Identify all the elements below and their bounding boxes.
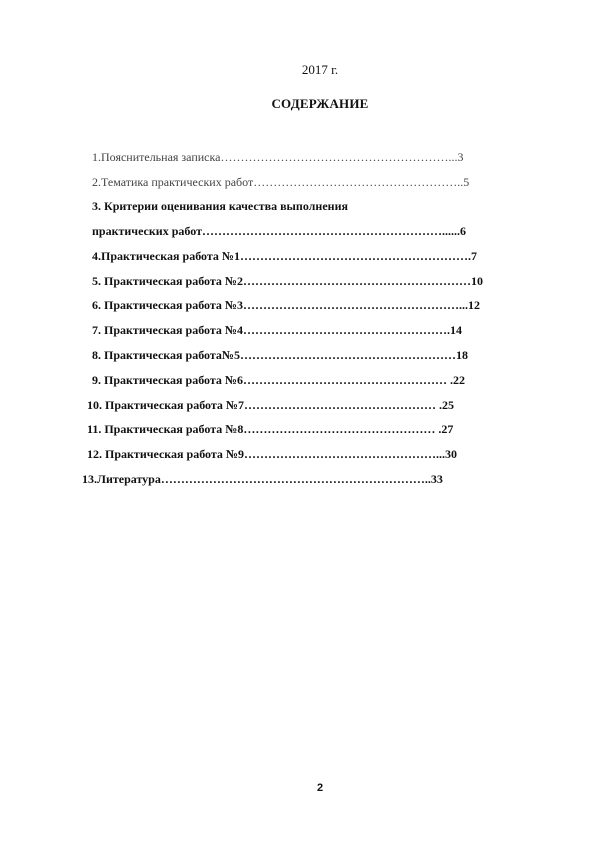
toc-entry: 13.Литература…………………………………………………………..33: [82, 472, 443, 486]
toc-entry: 11. Практическая работа №8………………………………………… .27: [87, 422, 454, 436]
document-year: 2017 г.: [301, 62, 339, 77]
toc-entry: 4.Практическая работа №1………………………………………………….7: [92, 249, 477, 263]
toc-entry: 5. Практическая работа №2…………………………………………………10: [92, 274, 483, 288]
toc-heading: СОДЕРЖАНИЕ: [271, 96, 369, 111]
toc-entry: 9. Практическая работа №6…………………………………………… .22: [92, 373, 465, 387]
toc-entry: 10. Практическая работа №7………………………………………… .25: [87, 398, 454, 412]
toc-entry: 2.Тематика практических работ……………………………………………..5: [92, 175, 470, 189]
toc-entry: 7. Практическая работа №4…………………………………………….14: [92, 323, 462, 337]
toc-entry: 8. Практическая работа№5………………………………………………18: [92, 348, 468, 362]
toc-entry: 3. Критерии оценивания качества выполнения: [92, 199, 348, 213]
page-number: 2: [316, 782, 324, 794]
toc-entry: 6. Практическая работа №3………………………………………………...12: [92, 298, 480, 312]
toc-entry: 12. Практическая работа №9…………………………………………...30: [87, 447, 457, 461]
toc-entry: практических работ……………………………………………………......6: [92, 224, 466, 238]
toc-entry: 1.Пояснительная записка…………………………………………………...3: [92, 150, 464, 164]
